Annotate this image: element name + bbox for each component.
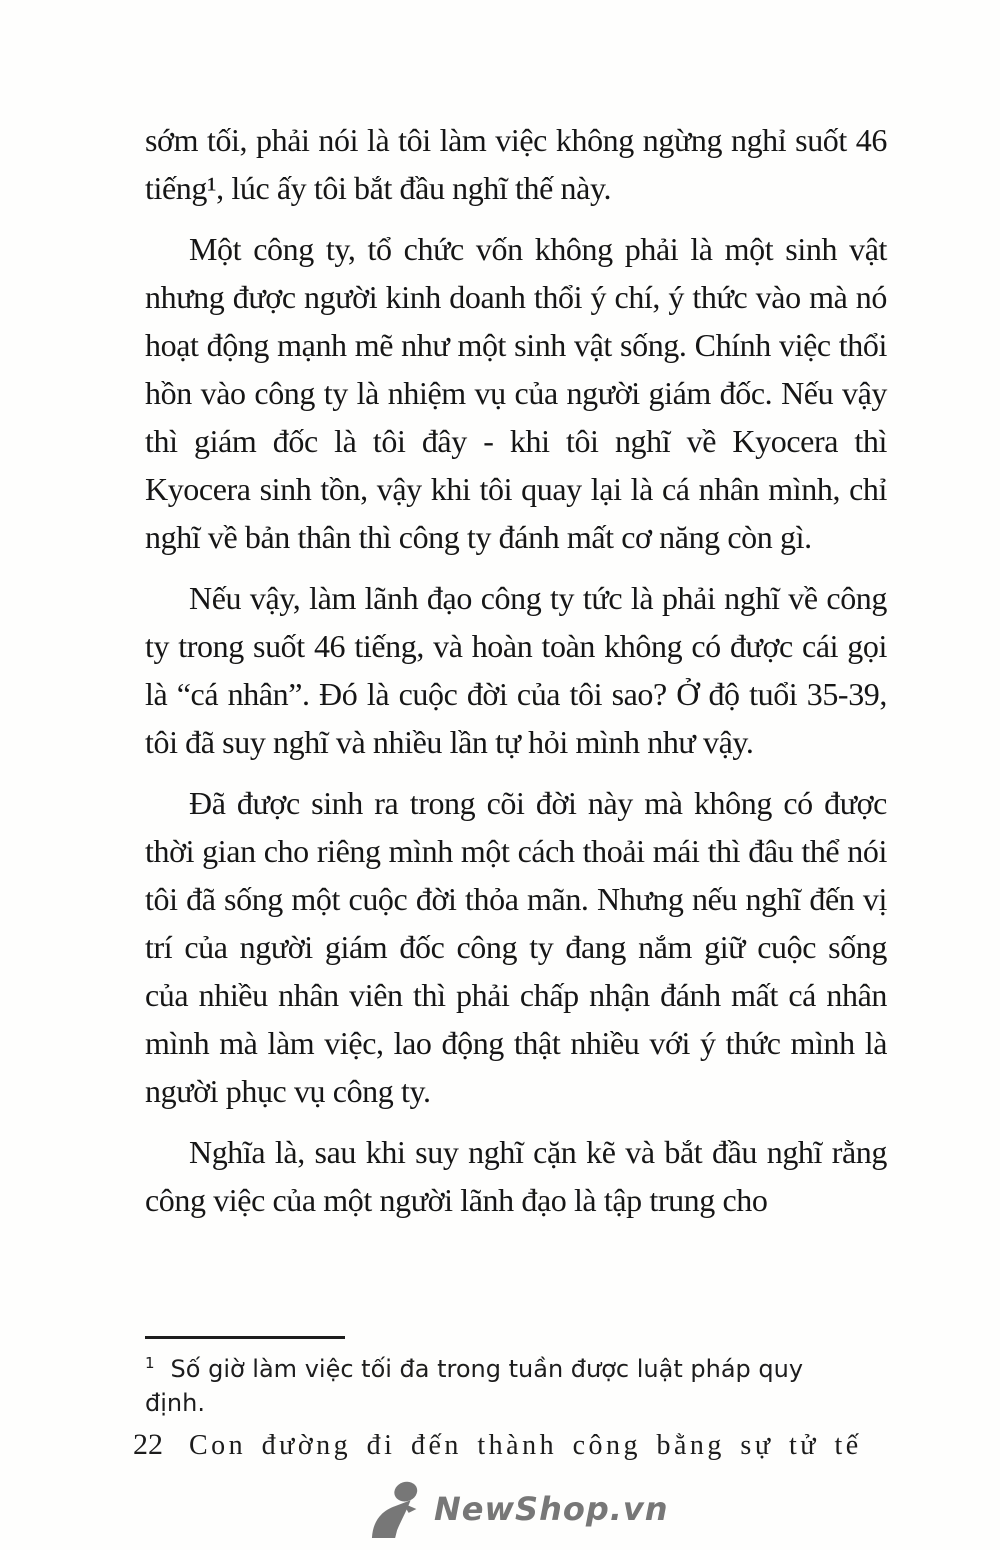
watermark [370, 1480, 669, 1538]
page-number: 22 [133, 1428, 163, 1461]
body-text [145, 116, 887, 1224]
paragraph: Đã được sinh ra trong cõi đời này mà không có được thời gian cho riêng mình một cách thoải mái thì đâu thể nói tôi đã sống một cuộc đời thỏa mãn. Nhưng nếu nghĩ đến vị trí của người giám đốc công ty đang nắm giữ cuộc sống của nhiều nhân viên thì phải chấp nhận đánh mất cá nhân mình mà làm việc, lao động thật nhiều với ý thức mình là người phục vụ công ty. [145, 785, 887, 1109]
paragraph: Nếu vậy, làm lãnh đạo công ty tức là phải nghĩ về công ty trong suốt 46 tiếng, và hoàn toàn không có được cái gọi là “cá nhân”. Đó là cuộc đời của tôi sao? Ở độ tuổi 35-39, tôi đã suy nghĩ và nhiều lần tự hỏi mình như vậy. [145, 580, 887, 760]
paragraph: Nghĩa là, sau khi suy nghĩ cặn kẽ và bắt đầu nghĩ rằng công việc của một người lãnh đạo là tập trung cho [145, 1134, 887, 1218]
paragraph: Một công ty, tổ chức vốn không phải là một sinh vật nhưng được người kinh doanh thổi ý chí, ý thức vào mà nó hoạt động mạnh mẽ như một sinh vật sống. Chính việc thổi hồn vào công ty là nhiệm vụ của người giám đốc. Nếu vậy thì giám đốc là tôi đây - khi tôi nghĩ về Kyocera thì Kyocera sinh tồn, vậy khi tôi quay lại là cá nhân mình, chỉ nghĩ về bản thân thì công ty đánh mất cơ năng còn gì. [145, 231, 887, 555]
person-logo-icon [370, 1480, 428, 1538]
watermark-label: NewShop.vn [434, 1490, 669, 1528]
page-footer [133, 1428, 862, 1462]
paragraph: sớm tối, phải nói là tôi làm việc không ngừng nghỉ suốt 46 tiếng¹, lúc ấy tôi bắt đầu nghĩ thế này. [145, 122, 887, 206]
footnote [145, 1346, 865, 1420]
footnote-text: Số giờ làm việc tối đa trong tuần được luật pháp quy định. [145, 1355, 804, 1417]
footnote-divider [145, 1336, 345, 1339]
book-title: Con đường đi đến thành công bằng sự tử tế [189, 1430, 862, 1461]
footnote-marker: 1 [145, 1354, 155, 1372]
